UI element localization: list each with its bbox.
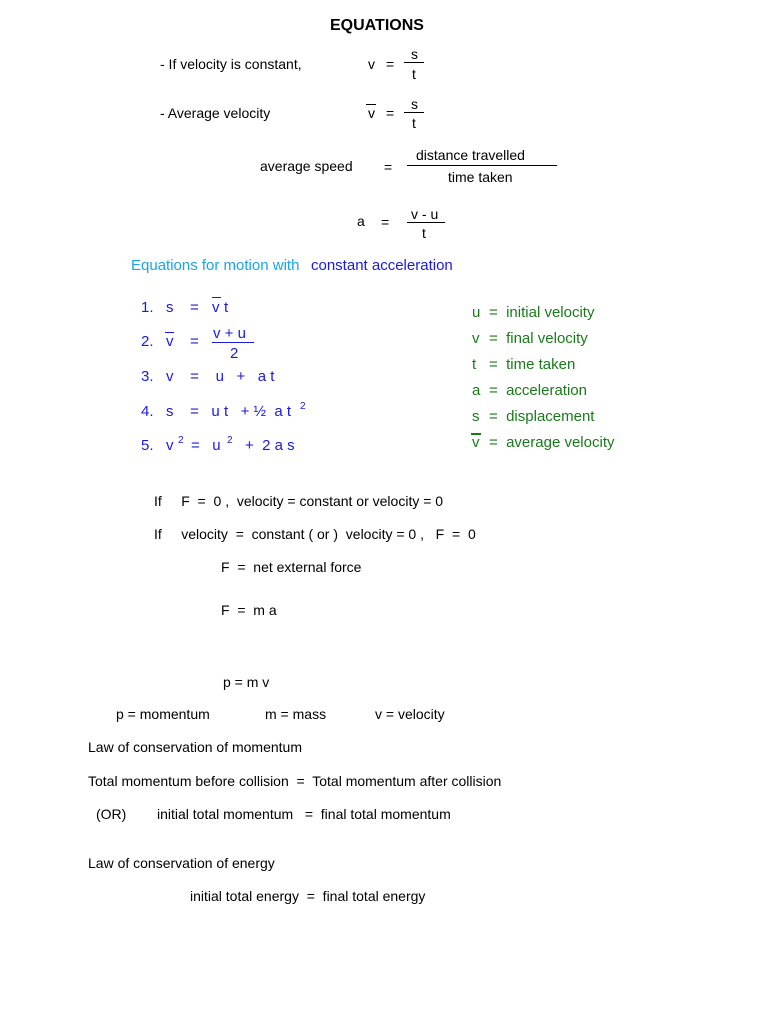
eq1-number: 1. <box>141 299 154 316</box>
force-line-2: If velocity = constant ( or ) velocity = 0 , F = 0 <box>154 526 476 542</box>
avg-velocity-lhs: v <box>368 105 375 121</box>
eq1-rest: t <box>224 299 229 316</box>
eq5-superscript-2: 2 <box>227 435 233 446</box>
motion-heading-part1: Equations for motion with <box>131 257 300 274</box>
force-line-3: F = net external force <box>221 559 362 575</box>
eq1-lhs: s <box>166 299 174 316</box>
fraction-bar <box>404 112 424 113</box>
eq3-number: 3. <box>141 368 154 385</box>
eq2-number: 2. <box>141 333 154 350</box>
avg-velocity-label: - Average velocity <box>160 105 271 121</box>
momentum-formula: p = m v <box>223 674 270 690</box>
overbar <box>212 297 221 298</box>
fraction-bar <box>407 165 557 166</box>
legend-description: = acceleration <box>489 382 587 399</box>
eq2-equals: = <box>190 333 199 350</box>
page-title: EQUATIONS <box>330 17 424 34</box>
accel-equals: = <box>381 214 390 230</box>
avg-velocity-numerator: s <box>411 96 418 112</box>
legend-symbol: v <box>472 434 480 451</box>
eq2-fraction-numerator: v + u <box>213 325 246 342</box>
eq4-superscript: 2 <box>300 401 306 412</box>
momentum-def-v: v = velocity <box>375 706 445 722</box>
accel-lhs: a <box>357 213 365 229</box>
avg-velocity-equals: = <box>386 105 395 121</box>
legend-symbol: v <box>472 330 480 347</box>
avg-speed-numerator: distance travelled <box>416 147 525 163</box>
legend-description: = time taken <box>489 356 576 373</box>
const-velocity-lhs: v <box>368 56 375 72</box>
momentum-def-p: p = momentum <box>116 706 210 722</box>
legend-description: = average velocity <box>489 434 615 451</box>
const-velocity-label: - If velocity is constant, <box>160 56 302 72</box>
legend-description: = initial velocity <box>489 304 595 321</box>
eq1-equals: = <box>190 299 199 316</box>
avg-speed-lhs: average speed <box>260 158 353 174</box>
legend-description: = final velocity <box>489 330 588 347</box>
momentum-or-label: (OR) <box>96 806 127 822</box>
accel-denominator: t <box>422 225 426 241</box>
eq5-middle: = u <box>191 437 221 454</box>
energy-statement: initial total energy = final total energy <box>190 888 426 904</box>
legend-symbol: s <box>472 408 480 425</box>
force-line-4: F = m a <box>221 602 277 618</box>
avg-speed-equals: = <box>384 159 393 175</box>
eq3-text: v = u + a t <box>166 368 275 385</box>
const-velocity-denominator: t <box>412 66 416 82</box>
motion-heading-part2: constant acceleration <box>311 257 453 274</box>
eq4-number: 4. <box>141 403 154 420</box>
momentum-def-m: m = mass <box>265 706 327 722</box>
avg-speed-denominator: time taken <box>448 169 513 185</box>
energy-law: Law of conservation of energy <box>88 855 275 871</box>
accel-numerator: v - u <box>411 206 439 222</box>
eq4-text: s = u t + ½ a t <box>166 403 292 420</box>
momentum-or-statement: initial total momentum = final total momentum <box>157 806 451 822</box>
legend-description: = displacement <box>489 408 595 425</box>
eq5-number: 5. <box>141 437 154 454</box>
eq2-fraction-denominator: 2 <box>230 345 239 362</box>
avg-velocity-denominator: t <box>412 115 416 131</box>
legend-symbol: t <box>472 356 477 373</box>
eq5-superscript-1: 2 <box>178 435 184 446</box>
fraction-bar <box>407 222 445 223</box>
const-velocity-numerator: s <box>411 46 418 62</box>
force-line-1: If F = 0 , velocity = constant or velocity = 0 <box>154 493 444 509</box>
eq2-lhs: v <box>166 333 174 350</box>
momentum-law: Law of conservation of momentum <box>88 739 302 755</box>
momentum-statement: Total momentum before collision = Total momentum after collision <box>88 773 502 789</box>
legend-symbol: u <box>472 304 481 321</box>
fraction-bar <box>212 342 254 343</box>
legend-symbol: a <box>472 382 481 399</box>
eq1-v: v <box>212 299 220 316</box>
eq5-rest: + 2 a s <box>245 437 295 454</box>
eq5-lhs: v <box>166 437 174 454</box>
const-velocity-equals: = <box>386 56 395 72</box>
fraction-bar <box>404 62 424 63</box>
